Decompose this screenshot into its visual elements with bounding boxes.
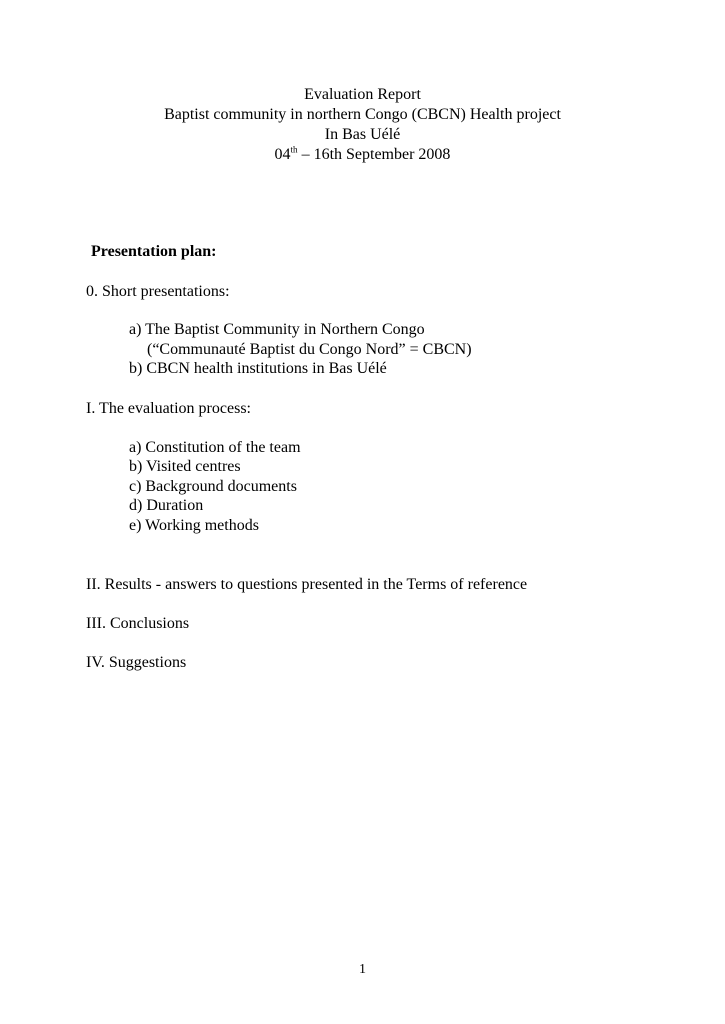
- section-1-item: e) Working methods: [129, 517, 259, 534]
- presentation-plan-heading: Presentation plan:: [91, 243, 217, 260]
- report-subtitle: Baptist community in northern Congo (CBCN) Health project: [164, 106, 561, 123]
- section-2-title: II. Results - answers to questions presented in the Terms of reference: [86, 576, 528, 593]
- report-location: In Bas Uélé: [324, 126, 401, 143]
- report-dates: [0, 145, 725, 165]
- section-1-item: b) Visited centres: [129, 458, 241, 475]
- section-1-title: I. The evaluation process:: [86, 400, 251, 417]
- section-1-item: a) Constitution of the team: [129, 439, 301, 456]
- section-4-title: IV. Suggestions: [86, 654, 187, 671]
- report-title-block: [0, 85, 725, 165]
- section-0-item-a: a) The Baptist Community in Northern Congo: [129, 321, 425, 338]
- section-0-item-b: b) CBCN health institutions in Bas Uélé: [129, 360, 387, 377]
- date-start-day: 04: [274, 146, 291, 163]
- section-0-item-a-subtitle: (“Communauté Baptist du Congo Nord” = CBCN): [147, 341, 472, 358]
- section-1-item: c) Background documents: [129, 478, 297, 495]
- date-ordinal-suffix: th: [290, 144, 298, 155]
- page-number: 1: [359, 962, 366, 977]
- section-0-title: 0. Short presentations:: [86, 283, 230, 300]
- section-3-title: III. Conclusions: [86, 615, 190, 632]
- section-1-item: d) Duration: [129, 497, 204, 514]
- report-title: Evaluation Report: [304, 86, 421, 103]
- date-rest: – 16th September 2008: [297, 146, 451, 163]
